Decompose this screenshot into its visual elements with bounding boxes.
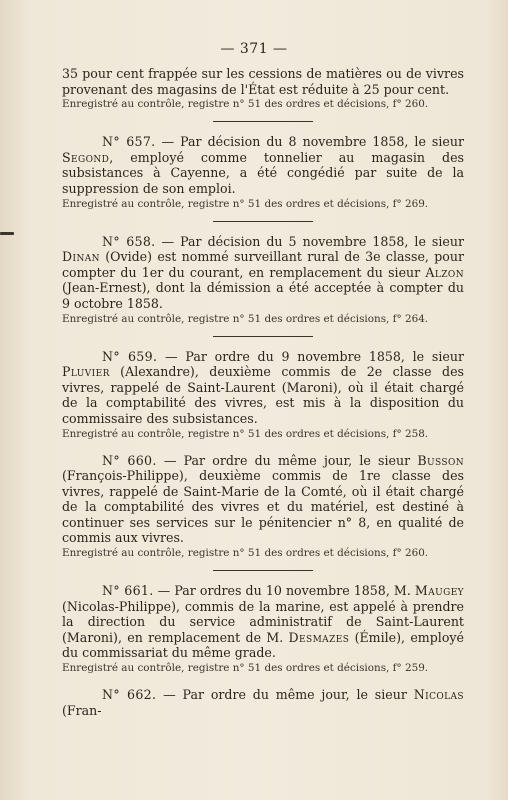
entry-number: N° 659.	[102, 348, 158, 364]
person-name: Segond	[62, 149, 110, 165]
entry-number: N° 658.	[102, 233, 156, 249]
person-name: Busson	[417, 452, 464, 468]
registration-note: Enregistré au contrôle, registre n° 51 des ordres et décisions, f° 258.	[62, 427, 429, 440]
spacer	[62, 675, 464, 687]
section-divider	[213, 121, 313, 122]
section-divider	[213, 221, 313, 222]
page-content	[62, 66, 464, 718]
person-name: Dinan	[62, 249, 100, 265]
section-divider	[213, 336, 313, 337]
entry-661	[62, 583, 464, 675]
person-name: Nicolas	[413, 687, 464, 703]
entry-659	[62, 349, 464, 441]
intro-block	[62, 66, 464, 111]
person-name: Desmazes	[288, 629, 350, 645]
entry-text: N° 661. — Par ordres du 10 novembre 1858, M. Maugey (Nicolas-Philippe), commis de la marine, est appelé à prendre la direction du service administratif de Saint-Laurent (Maroni), en remplacement de M. Desmazes (Émile), employé du commissariat du même grade.	[62, 583, 465, 661]
registration-note: Enregistré au contrôle, registre n° 51 des ordres et décisions, f° 260.	[62, 98, 429, 111]
entry-number: N° 661.	[102, 583, 154, 599]
entry-text: N° 662. — Par ordre du même jour, le sieur Nicolas (Fran-	[62, 687, 464, 718]
person-name: Maugey	[414, 583, 465, 599]
section-divider	[213, 570, 313, 571]
registration-note: Enregistré au contrôle, registre n° 51 des ordres et décisions, f° 260.	[62, 547, 429, 560]
entry-text: N° 657. — Par décision du 8 novembre 1858, le sieur Segond, employé comme tonnelier au magasin des subsistances à Cayenne, a été congédié par suite de la suppression de son emploi.	[62, 134, 464, 196]
entry-number: N° 657.	[102, 134, 156, 150]
entry-text: N° 660. — Par ordre du même jour, le sieur Busson (François-Philippe), deuxième commis de 1re classe des vivres, rappelé de Saint-Marie de la Comté, où il était chargé de la comptabilité des vivres et du matériel, est destiné à continuer ses services sur le pénitencier n° 8, en qualité de commis aux vivres.	[62, 452, 464, 546]
registration-note: Enregistré au contrôle, registre n° 51 des ordres et décisions, f° 259.	[62, 662, 429, 675]
page-number: — 371 —	[220, 41, 288, 57]
entry-number: N° 662.	[102, 687, 157, 703]
person-name: Alzon	[425, 264, 464, 280]
person-name: Pluvier	[62, 364, 110, 380]
entry-text: N° 659. — Par ordre du 9 novembre 1858, le sieur Pluvier (Alexandre), deuxième commis de 2e classe des vivres, rappelé de Saint-Laurent (Maroni), où il était chargé de la comptabilité des vivres, est mis à la disposition du commissaire des subsistances.	[62, 348, 464, 426]
entry-658	[62, 234, 464, 326]
entry-657	[62, 134, 464, 210]
registration-note: Enregistré au contrôle, registre n° 51 des ordres et décisions, f° 264.	[62, 312, 429, 325]
entry-660	[62, 453, 464, 561]
entry-662	[62, 687, 464, 718]
margin-mark	[0, 232, 14, 235]
intro-text: 35 pour cent frappée sur les cessions de matières ou de vivres provenant des magasins de l'État est réduite à 25 pour cent.	[62, 66, 464, 97]
entry-number: N° 660.	[102, 452, 157, 468]
registration-note: Enregistré au contrôle, registre n° 51 des ordres et décisions, f° 269.	[62, 197, 429, 210]
entry-text: N° 658. — Par décision du 5 novembre 1858, le sieur Dinan (Ovide) est nommé surveillant rural de 3e classe, pour compter du 1er du courant, en remplacement du sieur Alzon (Jean-Ernest), dont la démission a été acceptée à compter du 9 octobre 1858.	[62, 233, 464, 311]
spacer	[62, 441, 464, 453]
